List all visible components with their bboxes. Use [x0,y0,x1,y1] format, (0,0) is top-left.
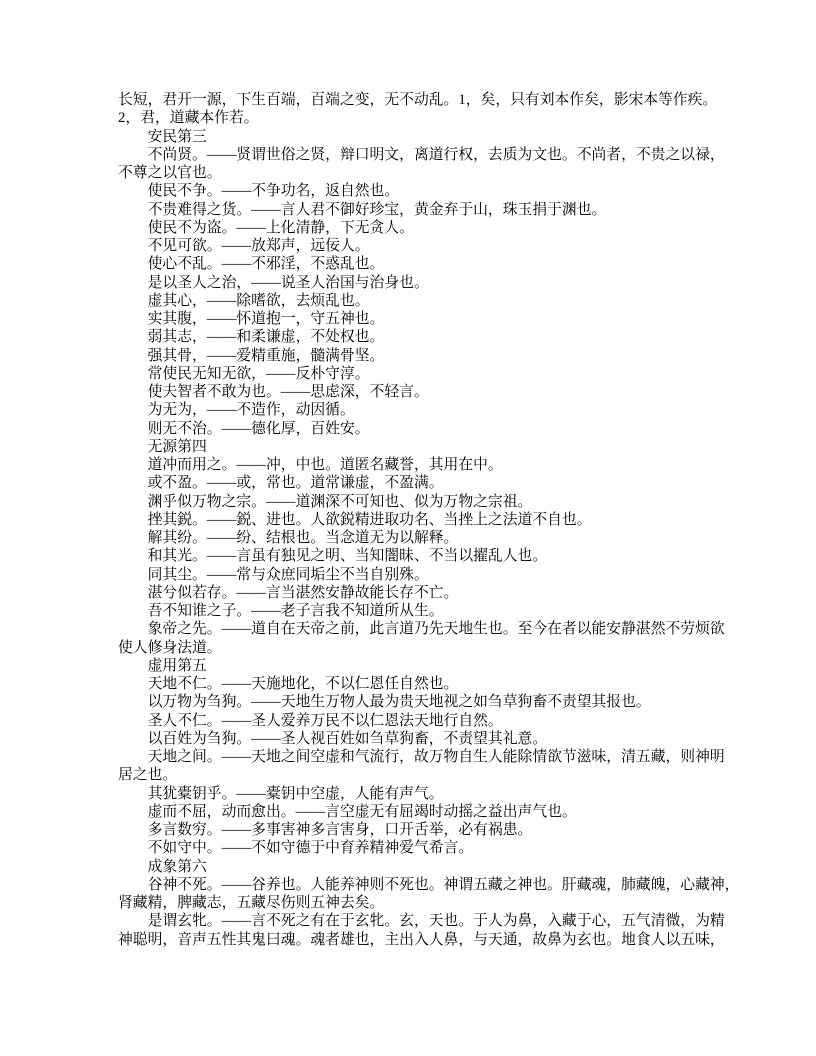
text-line: 为无为，——不造作，动因循。 [147,402,355,419]
text-line: 天地不仁。——天施地化，不以仁恩任自然也。 [147,676,459,692]
text-line: 不尊之以官也。 [118,165,222,181]
text-line: 居之也。 [118,767,178,784]
text-line: 挫其鋭。——鋭、进也。人欲鋭精进取功名、当挫上之法道不自也。 [147,511,592,528]
text-line: 2，君，道藏本作若。 [118,110,259,127]
text-line: 不贵难得之货。——言人君不御好珍宝，黄金弃于山，珠玉捐于渊也。 [147,201,607,218]
text-line: 不见可欲。——放郑声，远佞人。 [147,238,370,254]
text-line: 使民不为盗。——上化清静，下无贪人。 [147,219,414,236]
text-line: 弱其志，——和柔谦虚，不处权也。 [147,329,385,346]
text-line: 渊乎似万物之宗。——道渊深不可知也、似为万物之宗祖。 [147,493,533,510]
text-line: 则无不治。——德化厚，百姓安。 [147,420,370,437]
text-line: 以百姓为刍狗。——圣人视百姓如刍草狗畜，不责望其礼意。 [147,730,548,747]
text-line: 其犹橐钥乎。——橐钥中空虚，人能有声气。 [147,785,444,802]
text-line: 强其骨，——爱精重施，髓满骨坚。 [147,347,385,364]
section-heading: 安民第三 [147,128,207,145]
text-line: 虚而不屈，动而愈出。——言空虚无有屈竭时动摇之益出声气也。 [147,803,577,820]
text-line: 和其光。——言虽有独见之明、当知闇昧、不当以擢乱人也。 [147,548,548,565]
text-line: 使夫智者不敢为也。——思虑深，不轻言。 [147,384,429,400]
text-line: 圣人不仁。——圣人爱养万民不以仁恩法天地行自然。 [147,712,503,729]
text-line: 多言数穷。——多事害神多言害身，口开舌举，必有祸患。 [147,822,533,838]
text-line: 使民不争。——不争功名，返自然也。 [147,183,400,200]
text-line: 吾不知谁之子。——老子言我不知道所从生。 [147,603,444,619]
section-heading: 虚用第五 [147,657,207,674]
text-line: 象帝之先。——道自在天帝之前，此言道乃先天地生也。至今在者以能安静湛然不劳烦欲 [147,621,725,638]
text-line: 谷神不死。——谷养也。人能养神则不死也。神谓五藏之神也。肝藏魂，肺藏魄，心藏神， [147,876,740,893]
text-line: 解其纷。——纷、结根也。当念道无为以解释。 [147,530,459,546]
text-line: 虚其心，——除嗜欲，去烦乱也。 [147,292,370,309]
text-line: 实其腹，——怀道抱一，守五神也。 [147,311,385,327]
text-line: 是谓玄牝。——言不死之有在于玄牝。玄，天也。于人为鼻，入藏于心，五气清微，为精 [147,913,725,930]
text-line: 以万物为刍狗。——天地生万物人最为贵天地视之如刍草狗畜不责望其报也。 [147,694,651,711]
text-line: 常使民无知无欲，——反朴守淳。 [147,365,370,382]
section-heading: 无源第四 [147,438,207,455]
text-line: 长短，君开一源，下生百端，百端之变，无不动乱。1，矣，只有刘本作矣，影宋本等作疾。 [118,92,718,108]
text-line: 湛兮似若存。——言当湛然安静故能长存不亡。 [147,584,459,601]
text-line: 同其尘。——常与众庶同垢尘不当自别殊。 [147,566,429,583]
text-line: 使心不乱。——不邪淫，不惑乱也。 [147,256,385,273]
text-line: 使人修身法道。 [118,639,222,656]
text-line: 或不盈。——或，常也。道常谦虚，不盈满。 [147,475,444,492]
text-line: 不尚贤。——贤谓世俗之贤，辩口明文，离道行权，去质为文也。不尚者，不贵之以禄， [147,146,725,163]
text-lines [118,91,740,949]
text-line: 神聪明，音声五性其鬼曰魂。魂者雄也，主出入人鼻，与天通，故鼻为玄也。地食人以五味， [118,931,725,948]
text-line: 道冲而用之。——冲，中也。道匿名藏誉，其用在中。 [147,457,503,473]
text-line: 肾藏精，脾藏志，五藏尽伤则五神去矣。 [118,895,385,911]
text-line: 天地之间。——天地之间空虚和气流行，故万物自生人能除情欲节滋味，清五藏，则神明 [147,749,725,765]
section-heading: 成象第六 [147,858,207,875]
text-line: 是以圣人之治，——说圣人治国与治身也。 [147,274,429,291]
text-line: 不如守中。——不如守德于中育养精神爱气希言。 [147,840,474,857]
